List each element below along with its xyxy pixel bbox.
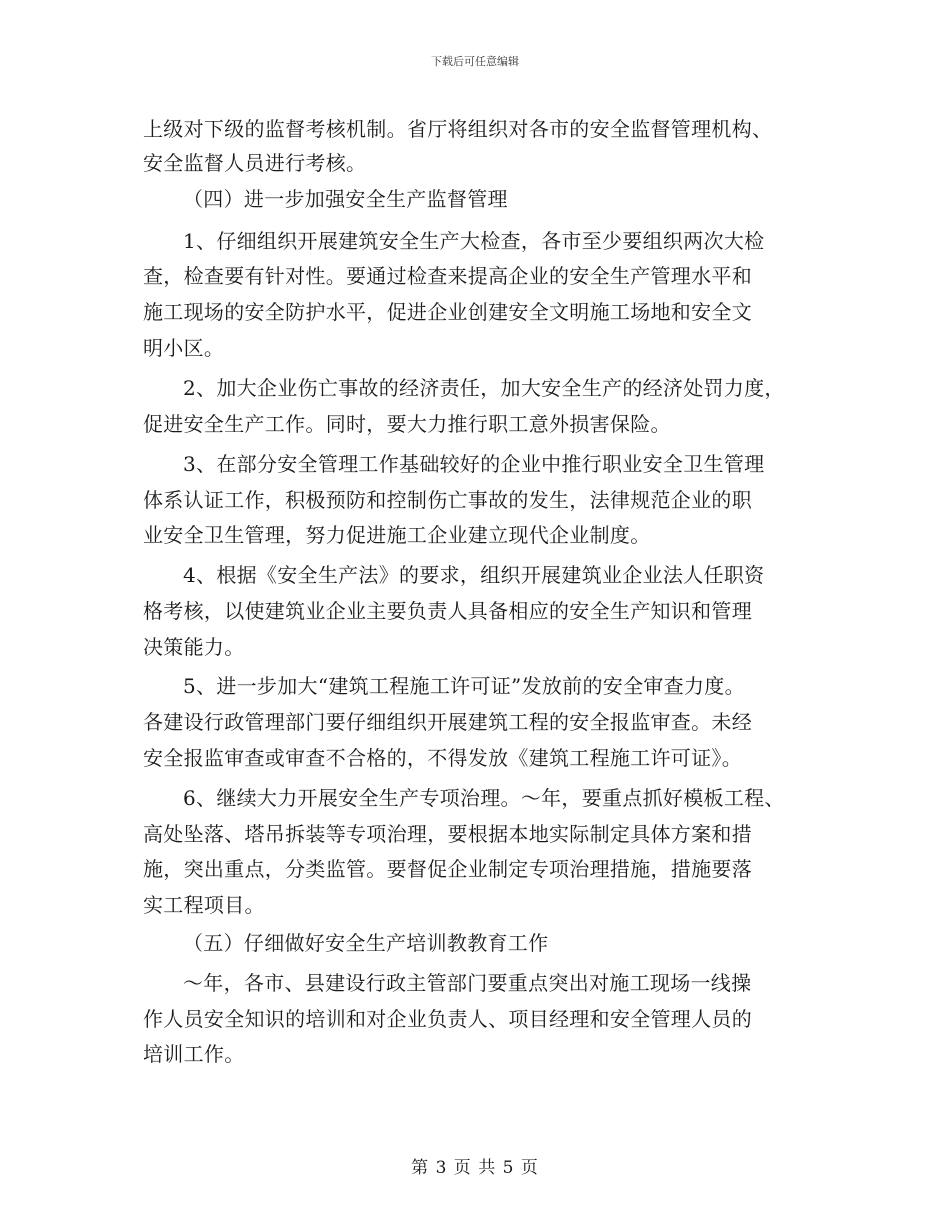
body-line: 格考核，以使建筑业企业主要负责人具备相应的安全生产知识和管理 <box>143 599 752 623</box>
body-line: 作人员安全知识的培训和对企业负责人、项目经理和安全管理人员的 <box>143 1007 752 1031</box>
body-line: 2、加大企业伤亡事故的经济责任，加大安全生产的经济处罚力度， <box>183 376 785 400</box>
body-line: 4、根据《安全生产法》的要求，组织开展建筑业企业法人任职资 <box>183 563 765 587</box>
body-line: 6、继续大力开展安全生产专项治理。～年，要重点抓好模板工程、 <box>183 786 785 810</box>
section-heading: （四）进一步加强安全生产监督管理 <box>183 187 508 211</box>
body-line: 施，突出重点，分类监管。要督促企业制定专项治理措施，措施要落 <box>143 857 752 881</box>
body-line: ～年，各市、县建设行政主管部门要重点突出对施工现场一线操 <box>183 971 752 995</box>
body-line: 决策能力。 <box>143 635 245 659</box>
section-heading: （五）仔细做好安全生产培训教教育工作 <box>183 931 549 955</box>
body-line: 安全监督人员进行考核。 <box>143 151 367 175</box>
body-line: 促进安全生产工作。同时，要大力推行职工意外损害保险。 <box>143 412 671 436</box>
body-line: 明小区。 <box>143 336 225 360</box>
body-line: 各建设行政管理部门要仔细组织开展建筑工程的安全报监审查。未经 <box>143 710 752 734</box>
body-line: 3、在部分安全管理工作基础较好的企业中推行职业安全卫生管理 <box>183 452 765 476</box>
body-line: 高处坠落、塔吊拆装等专项治理，要根据本地实际制定具体方案和措 <box>143 822 752 846</box>
body-line: 安全报监审查或审查不合格的，不得发放《建筑工程施工许可证》。 <box>143 746 742 770</box>
page-number: 第 3 页 共 5 页 <box>411 1158 539 1178</box>
body-line: 业安全卫生管理，努力促进施工企业建立现代企业制度。 <box>143 523 651 547</box>
body-line: 上级对下级的监督考核机制。省厅将组织对各市的安全监督管理机构、 <box>143 117 773 141</box>
body-line: 1、仔细组织开展建筑安全生产大检查，各市至少要组织两次大检 <box>183 229 765 253</box>
body-line: 培训工作。 <box>143 1042 245 1066</box>
body-line: 施工现场的安全防护水平，促进企业创建安全文明施工场地和安全文 <box>143 300 752 324</box>
body-line: 体系认证工作，积极预防和控制伤亡事故的发生，法律规范企业的职 <box>143 488 752 512</box>
body-line: 5、进一步加大“建筑工程施工许可证”发放前的安全审查力度。 <box>183 674 745 698</box>
body-line: 实工程项目。 <box>143 893 265 917</box>
page-header-note: 下载后可任意编辑 <box>431 55 519 68</box>
body-line: 查，检查要有针对性。要通过检查来提高企业的安全生产管理水平和 <box>143 264 752 288</box>
